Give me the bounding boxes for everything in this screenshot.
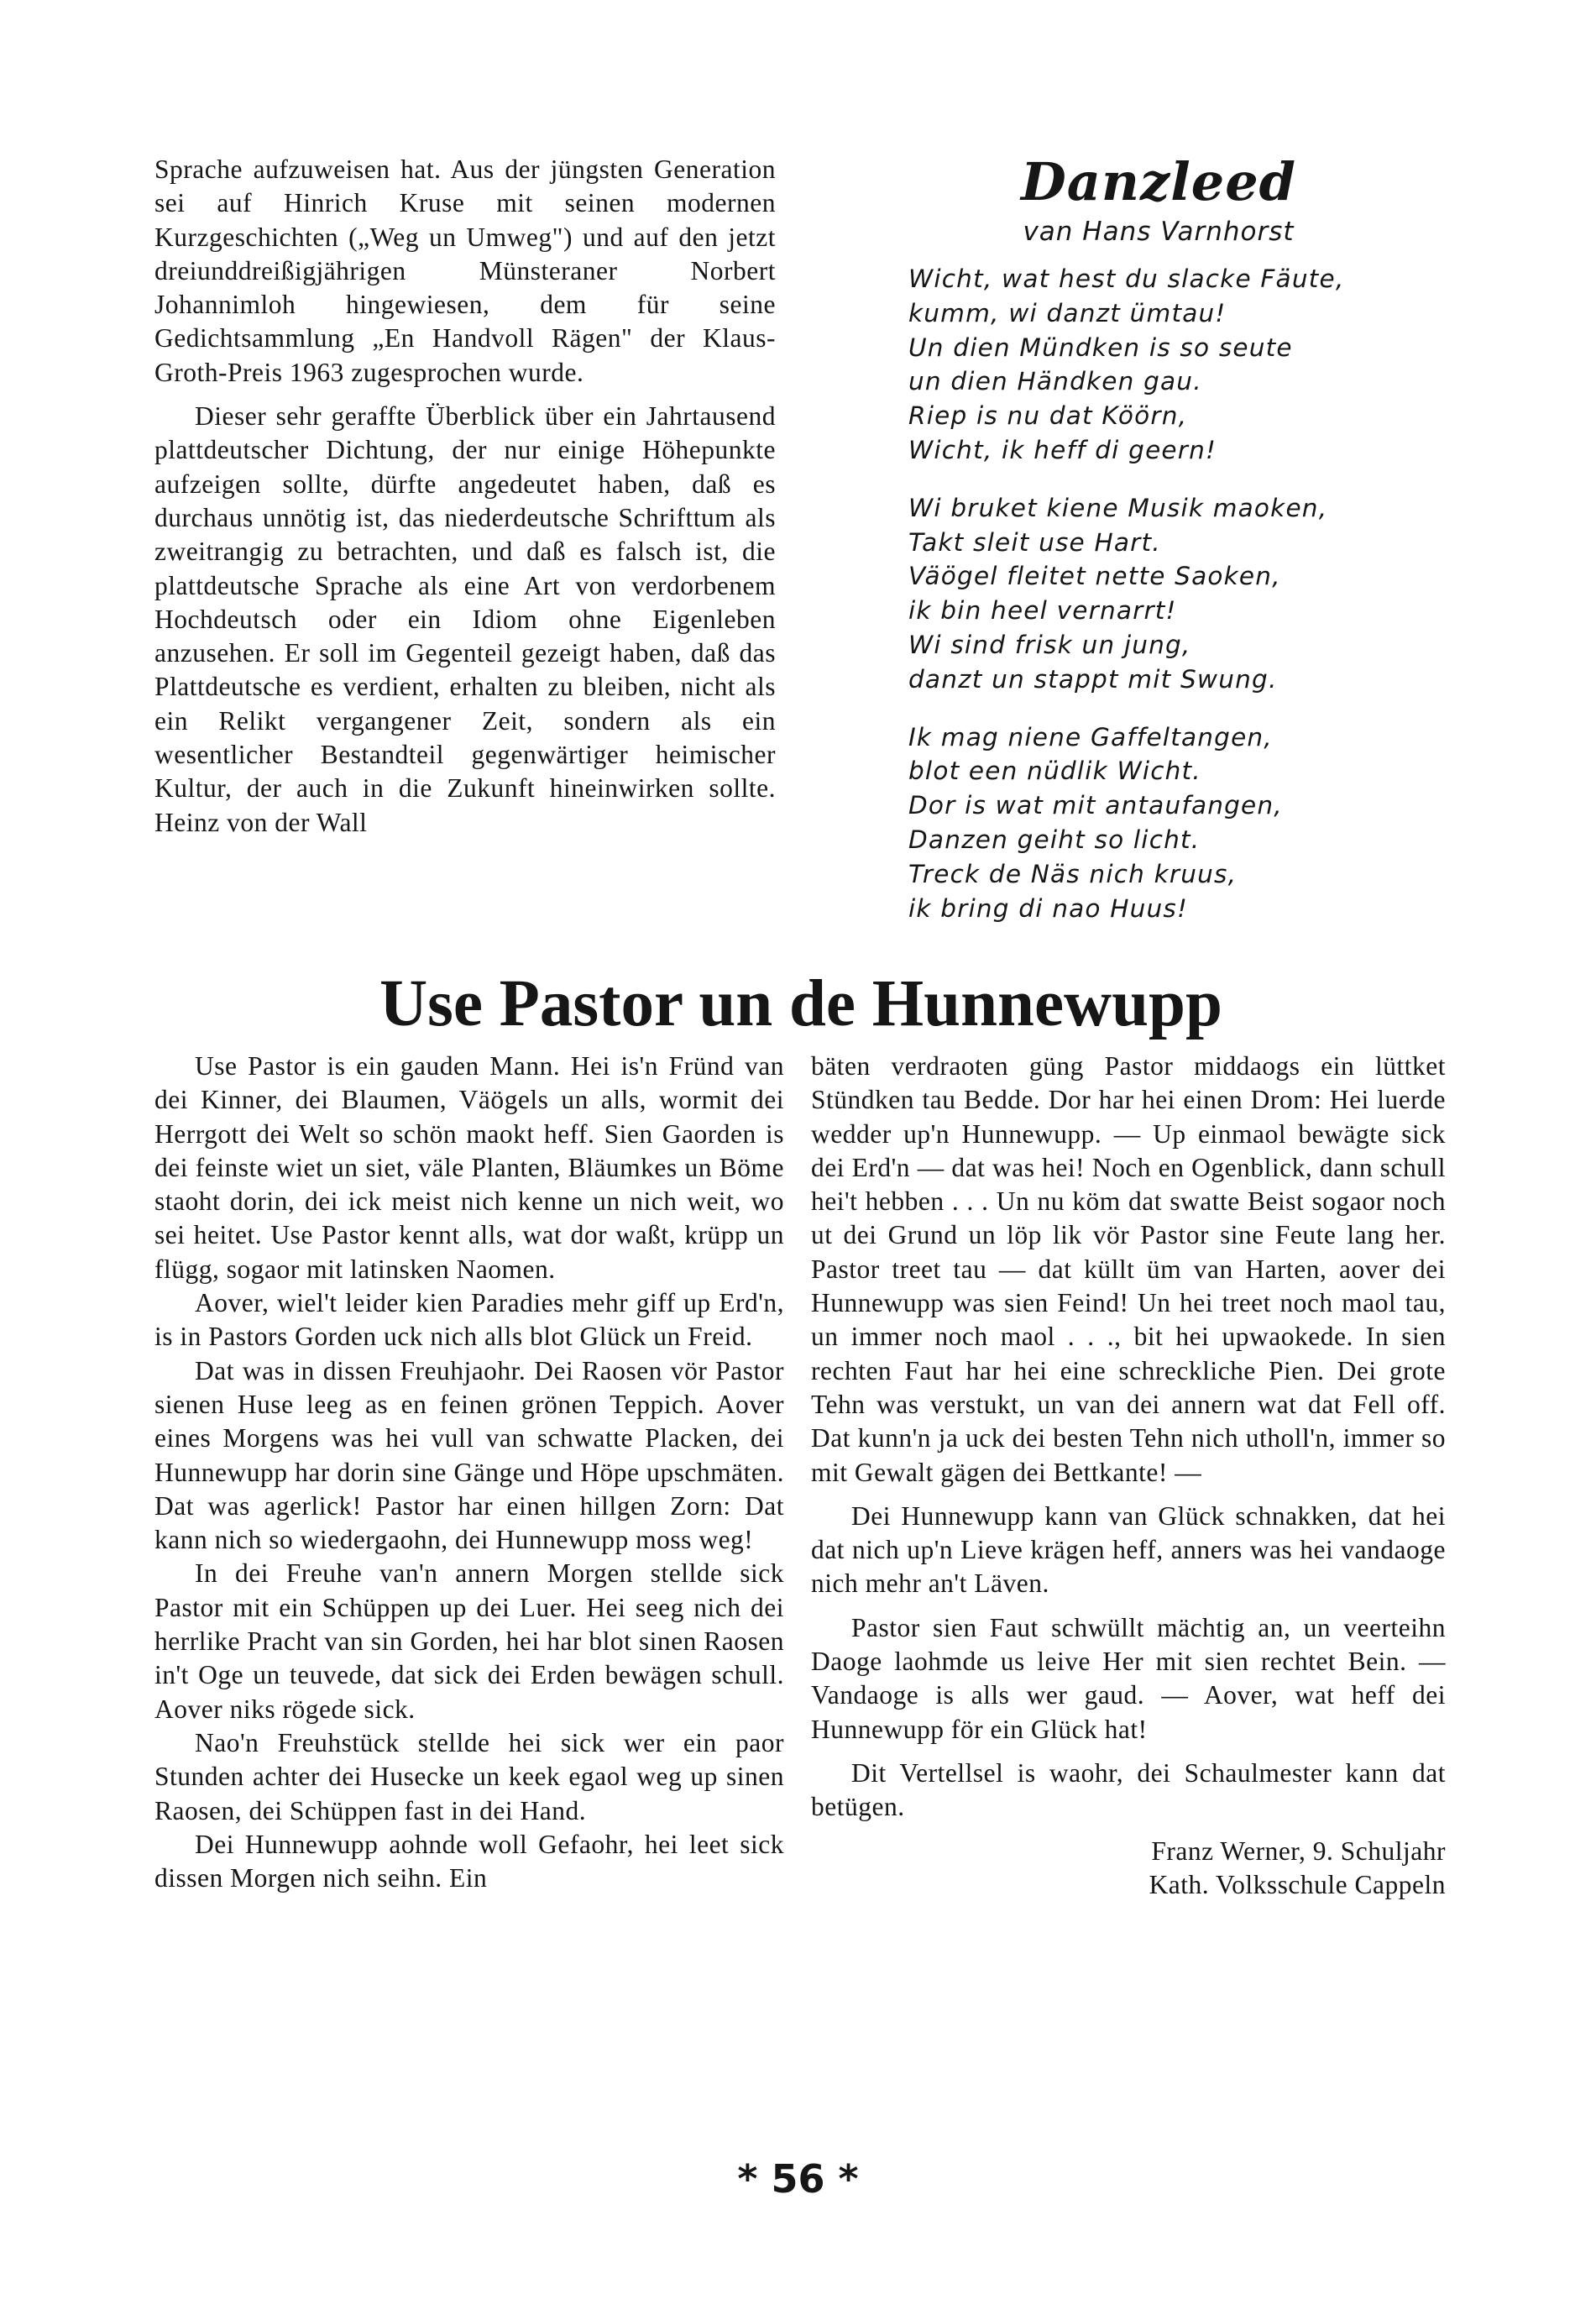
story-column-right bbox=[811, 1050, 1446, 1902]
essay-paragraph: Sprache aufzuweisen hat. Aus der jüngsten Generation sei auf Hinrich Kruse mit seinen modernen Kurzgeschichten („Weg un Umweg") und auf den jetzt dreiunddreißigjährigen Münsteraner Norbert Johannimloh hingewiesen, dem für seine Gedichtsammlung „En Handvoll Rägen" der Klaus-Groth-Preis 1963 zugesprochen wurde. bbox=[154, 154, 776, 387]
poem-line: Wi sind frisk un jung, bbox=[908, 630, 1191, 659]
story-headline: Use Pastor un de Hunnewupp bbox=[379, 967, 1222, 1040]
story-paragraph: Nao'n Freuhstück stellde hei sick wer ein paor Stunden achter dei Husecke un keek egaol weg up sinen Raosen, dei Schüppen fast in dei Hand. bbox=[154, 1727, 784, 1825]
story-paragraph: bäten verdraoten güng Pastor middaogs ein lüttket Stündken tau Bedde. Dor har hei einen Drom: Hei luerde wedder up'n Hunnewupp. — Up einmaol bewägte sick dei Erd'n — dat was hei! Noch en Ogenblick, dann schull hei't hebben . . . Un nu köm dat swatte Beist sogaor noch ut dei Grund un löp lik vör Pastor sine Feute lang her. Pastor treet tau — dat küllt üm van Harten, aover dei Hunnewupp was sien Feind! Un hei treet noch maol tau, un immer noch maol . . ., bit hei upwaokede. In sien rechten Faut har hei eine schreckliche Pien. Dei grote Tehn was verstukt, un van dei annern wat dat Fell off. Dat kunn'n ja uck dei besten Tehn nich utholl'n, immer so mit Gewalt gägen dei Bettkante! — bbox=[811, 1051, 1446, 1487]
poem-line: un dien Händken gau. bbox=[908, 367, 1202, 396]
poem-line: ik bring di nao Huus! bbox=[908, 893, 1188, 923]
story-paragraph: Dei Hunnewupp kann van Glück schnakken, dat hei dat nich up'n Lieve krägen heff, anners was hei vandaoge nich mehr an't Läven. bbox=[811, 1500, 1446, 1599]
author-school: Kath. Volksschule Cappeln bbox=[1149, 1869, 1446, 1899]
poem-stanza bbox=[908, 720, 1410, 926]
story-column-left bbox=[154, 1050, 784, 1895]
poem-line: Un dien Mündken is so seute bbox=[908, 333, 1293, 362]
story-paragraph: Use Pastor is ein gauden Mann. Hei is'n Fründ van dei Kinner, dei Blaumen, Väögels un alls, wormit dei Herrgott dei Welt so schön maokt heff. Sien Gaorden is dei feinste wiet un siet, väle Planten, Bläumkes un Böme staoht dorin, dei ick meist nich kenne un nich weit, wo sei heitet. Use Pastor kennt alls, wat dor waßt, krüpp un flügg, sogaor mit latinsken Naomen. bbox=[154, 1051, 784, 1284]
author-signature: Franz Werner, 9. Schuljahr bbox=[1151, 1836, 1446, 1866]
essay-paragraph: Dieser sehr geraffte Überblick über ein Jahrtausend plattdeutscher Dichtung, der nur einige Höhepunkte aufzeigen sollte, dürfte angedeutet haben, daß es durchaus unnötig ist, das niederdeutsche Schrifttum als zweitrangig zu betrachten, und daß es falsch ist, die plattdeutsche Sprache als eine Art von verdorbenem Hochdeutsch oder ein Idiom ohne Eigenleben anzusehen. Er soll im Gegenteil gezeigt haben, daß das Plattdeutsche es verdient, erhalten zu bleiben, nicht als ein Relikt vergangener Zeit, sondern als ein wesentlicher Bestandteil gegenwärtiger heimischer Kultur, der auch in die Zukunft hineinwirken sollte. Heinz von der Wall bbox=[154, 401, 776, 837]
poem-line: Wicht, wat hest du slacke Fäute, bbox=[908, 264, 1345, 293]
story-paragraph: Dat was in dissen Freuhjaohr. Dei Raosen vör Pastor sienen Huse leeg as en feinen grönen Teppich. Aover eines Morgens was hei vull van schwatte Placken, dei Hunnewupp har dorin sine Gänge und Höpe upschmäten. Dat was agerlick! Pastor har einen hillgen Zorn: Dat kann nich so wiedergaohn, dei Hunnewupp moss weg! bbox=[154, 1355, 784, 1555]
story-paragraph: Dit Vertellsel is waohr, dei Schaulmester kann dat betügen. bbox=[811, 1757, 1446, 1822]
story-paragraph: Pastor sien Faut schwüllt mächtig an, un veerteihn Daoge laohmde us leive Her mit sien rechtet Bein. — Vandaoge is alls wer gaud. — Aover, wat heff dei Hunnewupp för ein Glück hat! bbox=[811, 1612, 1446, 1744]
poem-line: Danzen geiht so licht. bbox=[908, 825, 1201, 854]
poem-line: Ik mag niene Gaffeltangen, bbox=[908, 722, 1273, 752]
poem-line: Väögel fleitet nette Saoken, bbox=[908, 562, 1281, 591]
story-paragraph: Dei Hunnewupp aohnde woll Gefaohr, hei leet sick dissen Morgen nich seihn. Ein bbox=[154, 1829, 784, 1893]
poem-line: Wicht, ik heff di geern! bbox=[908, 435, 1217, 464]
poem-line: danzt un stappt mit Swung. bbox=[908, 664, 1278, 694]
poem-line: blot een nüdlik Wicht. bbox=[908, 757, 1201, 786]
essay-conclusion-column bbox=[154, 153, 776, 840]
poem-line: Riep is nu dat Köörn, bbox=[908, 401, 1188, 431]
story-paragraph: In dei Freuhe van'n annern Morgen stellde sick Pastor mit ein Schüppen up dei Luer. Hei seeg nich dei herrlike Pracht van sin Gorden, hei har blot sinen Raosen in't Oge un teuvede, dat sick dei Erden bewägen schull. Aover niks rögede sick. bbox=[154, 1558, 784, 1724]
poem-stanza bbox=[908, 491, 1410, 697]
poem-line: Dor is wat mit antaufangen, bbox=[908, 791, 1283, 820]
poem-block bbox=[907, 153, 1410, 949]
page-number: * 56 * bbox=[737, 2156, 859, 2202]
poem-line: ik bin heel vernarrt! bbox=[908, 596, 1177, 626]
poem-line: Takt sleit use Hart. bbox=[908, 527, 1161, 557]
story-paragraph: Aover, wiel't leider kien Paradies mehr giff up Erd'n, is in Pastors Gorden uck nich alls blot Glück un Freid. bbox=[154, 1288, 784, 1352]
poem-line: Wi bruket kiene Musik maoken, bbox=[908, 493, 1328, 522]
poem-stanza bbox=[908, 262, 1410, 468]
poem-line: kumm, wi danzt ümtau! bbox=[908, 298, 1227, 327]
poem-author: van Hans Varnhorst bbox=[1023, 217, 1295, 247]
poem-line: Treck de Näs nich kruus, bbox=[908, 859, 1238, 888]
poem-title: Danzleed bbox=[1020, 151, 1297, 212]
